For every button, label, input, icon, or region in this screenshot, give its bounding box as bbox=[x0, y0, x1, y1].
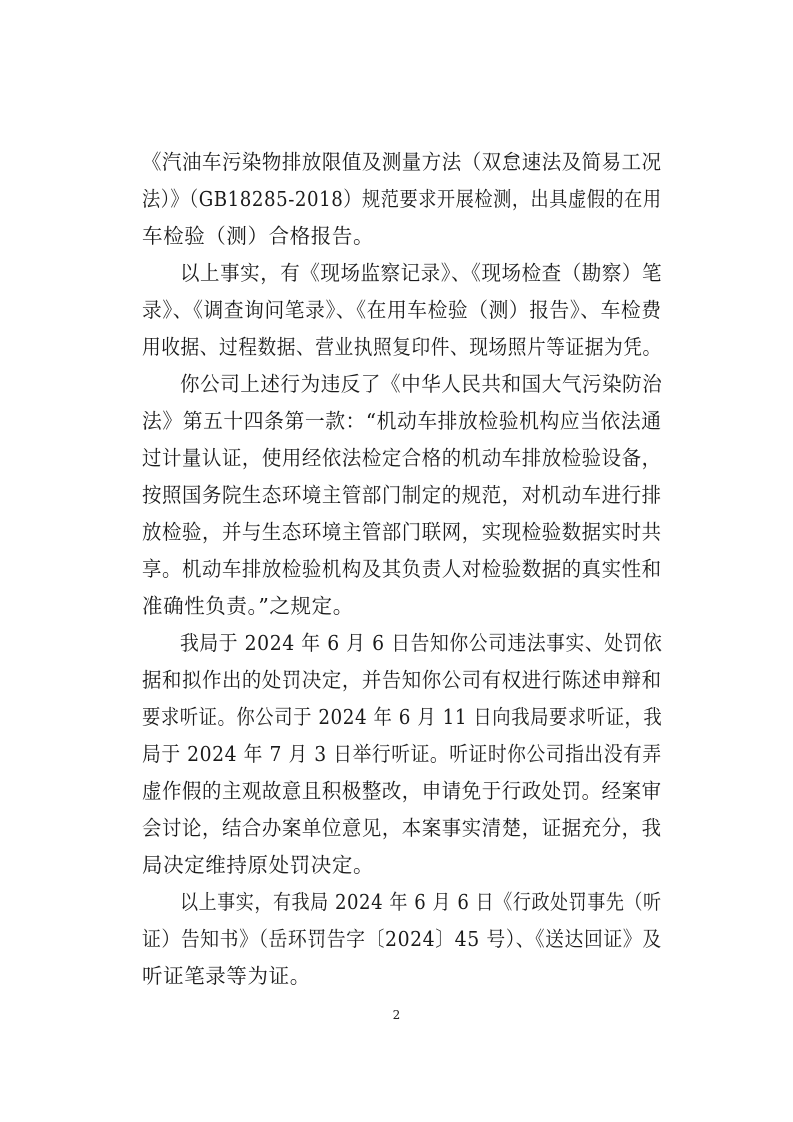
paragraph-4-line-1: 我局于 2024 年 6 月 6 日告知你公司违法事实、处罚依 bbox=[180, 631, 663, 655]
paragraph-3-line-4: 按照国务院生态环境主管部门制定的规范，对机动车进行排 bbox=[142, 483, 662, 507]
paragraph-4-line-3: 要求听证。你公司于 2024 年 6 月 11 日向我局要求听证，我 bbox=[142, 705, 663, 729]
paragraph-4-line-6: 会讨论，结合办案单位意见，本案事实清楚，证据充分，我 bbox=[142, 816, 662, 840]
paragraph-3-line-7: 准确性负责。”之规定。 bbox=[142, 594, 354, 618]
paragraph-2-line-3: 用收据、过程数据、营业执照复印件、现场照片等证据为凭。 bbox=[142, 335, 662, 359]
paragraph-4-line-7: 局决定维持原处罚决定。 bbox=[142, 853, 375, 877]
paragraph-3-line-1: 你公司上述行为违反了《中华人民共和国大气污染防治 bbox=[180, 372, 663, 396]
paragraph-5-line-2: 证）告知书》（岳环罚告字〔2024〕45 号）、《送达回证》及 bbox=[142, 927, 662, 951]
page-number: 2 bbox=[392, 1008, 401, 1022]
paragraph-3-line-2: 法》第五十四条第一款：“机动车排放检验机构应当依法通 bbox=[142, 409, 662, 433]
paragraph-3-line-6: 享。机动车排放检验机构及其负责人对检验数据的真实性和 bbox=[142, 557, 662, 581]
paragraph-1-line-1: 《汽油车污染物排放限值及测量方法（双怠速法及简易工况 bbox=[142, 150, 662, 174]
paragraph-2-line-1: 以上事实，有《现场监察记录》、《现场检查（勘察）笔 bbox=[180, 261, 662, 285]
paragraph-1-line-3: 车检验（测）合格报告。 bbox=[142, 224, 375, 248]
paragraph-3-line-3: 过计量认证，使用经依法检定合格的机动车排放检验设备， bbox=[142, 446, 662, 470]
paragraph-1-line-2: 法）》（GB18285-2018）规范要求开展检测，出具虚假的在用 bbox=[142, 187, 662, 211]
paragraph-4-line-2: 据和拟作出的处罚决定，并告知你公司有权进行陈述申辩和 bbox=[142, 668, 662, 692]
paragraph-4-line-4: 局于 2024 年 7 月 3 日举行听证。听证时你公司指出没有弄 bbox=[142, 742, 662, 766]
paragraph-2-line-2: 录》、《调查询问笔录》、《在用车检验（测）报告》、车检费 bbox=[142, 298, 662, 322]
paragraph-5-line-3: 听证笔录等为证。 bbox=[142, 964, 311, 988]
paragraph-5-line-1: 以上事实，有我局 2024 年 6 月 6 日《行政处罚事先（听 bbox=[180, 890, 662, 914]
paragraph-3-line-5: 放检验，并与生态环境主管部门联网，实现检验数据实时共 bbox=[142, 520, 662, 544]
paragraph-4-line-5: 虚作假的主观故意且积极整改，申请免于行政处罚。经案审 bbox=[142, 779, 662, 803]
